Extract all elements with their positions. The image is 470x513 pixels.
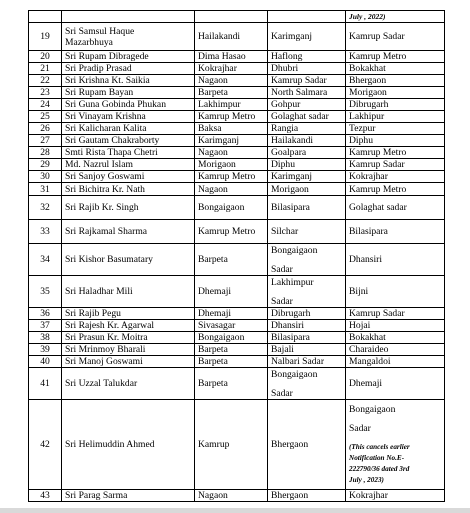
- table-row: 29 Md. Nazrul Islam Morigaon Diphu Kamrup Sadar: [29, 159, 445, 171]
- table-row: 21 Sri Pradip Prasad Kokrajhar Dhubri Bokakhat: [29, 63, 445, 75]
- table-row: 27 Sri Gautam Chakraborty Karimganj Hailakandi Diphu: [29, 135, 445, 147]
- cell-name: Sri Samsul Haque Mazarbhuya: [62, 23, 195, 51]
- cell-posted: Lakhimpur Sadar: [268, 276, 346, 308]
- table-row: 37 Sri Rajesh Kr. Agarwal Sivasagar Dhansiri Hojai: [29, 320, 445, 332]
- cell-posted: Bongaigaon Sadar: [268, 368, 346, 400]
- table-row: 43 Sri Parag Sarma Nagaon Bhergaon Kokrajhar: [29, 490, 445, 502]
- table-row: 40 Sri Manoj Goswami Barpeta Nalbari Sadar Mangaldoi: [29, 356, 445, 368]
- table-row: 32 Sri Rajib Kr. Singh Bongaigaon Bilasipara Golaghat sadar: [29, 196, 445, 220]
- cell-note: July , 2022): [349, 12, 386, 21]
- cell-to: Kamrup Sadar: [346, 23, 445, 51]
- table-row: 30 Sri Sanjoy Goswami Kamrup Metro Karimganj Kokrajhar: [29, 171, 445, 183]
- page-edge: [0, 508, 470, 513]
- table-row: 39 Sri Mrinmoy Bharali Barpeta Bajali Charaideo: [29, 344, 445, 356]
- table-row: [29, 11, 445, 23]
- cancel-note: (This cancels earlier: [349, 442, 410, 451]
- table-row: 36 Sri Rajib Pegu Dhemaji Dibrugarh Kamrup Sadar: [29, 308, 445, 320]
- table-row: 22 Sri Krishna Kt. Saikia Nagaon Kamrup Sadar Bhergaon: [29, 75, 445, 87]
- table-row: 23 Sri Rupam Bayan Barpeta North Salmara Morigaon: [29, 87, 445, 99]
- table-row: 28 Smti Rista Thapa Chetri Nagaon Goalpara Kamrup Metro: [29, 147, 445, 159]
- transfer-table: [28, 10, 445, 502]
- cell-to: Bongaigaon Sadar (This cancels earlier Notification No.E- 222790/36 dated 3rd July , 2023): [346, 400, 445, 490]
- table-row: 26 Sri Kalicharan Kalita Baksa Rangia Tezpur: [29, 123, 445, 135]
- table-row: 42 Sri Helimuddin Ahmed Kamrup Bhergaon Bongaigaon Sadar (This cancels earlier Notification No.E- 222790/36 dated 3rd July , 2023): [29, 400, 445, 490]
- table-row: 38 Sri Prasun Kr. Moitra Bongaigaon Bilasipara Bokakhat: [29, 332, 445, 344]
- table-row: 24 Sri Guna Gobinda Phukan Lakhimpur Gohpur Dibrugarh: [29, 99, 445, 111]
- table-row: [29, 23, 445, 51]
- cell-posted: Karimganj: [268, 23, 346, 51]
- table-row: 31 Sri Bichitra Kr. Nath Nagaon Morigaon Kamrup Metro: [29, 183, 445, 196]
- table-row: 20 Sri Rupam Dibragede Dima Hasao Haflong Kamrup Metro: [29, 51, 445, 63]
- table-row: 34 Sri Kishor Basumatary Barpeta Bongaigaon Sadar Dhansiri: [29, 244, 445, 276]
- cell-posted: Bongaigaon Sadar: [268, 244, 346, 276]
- table-row: 35 Sri Haladhar Mili Dhemaji Lakhimpur Sadar Bijni: [29, 276, 445, 308]
- cell-serial: 19: [29, 23, 62, 51]
- table-row: 25 Sri Vinayam Krishna Kamrup Metro Golaghat sadar Lakhipur: [29, 111, 445, 123]
- table-row: 33 Sri Rajkamal Sharma Kamrup Metro Silchar Bilasipara: [29, 220, 445, 244]
- table-row: 41 Sri Uzzal Talukdar Barpeta Bongaigaon Sadar Dhemaji: [29, 368, 445, 400]
- cell-from: Hailakandi: [195, 23, 268, 51]
